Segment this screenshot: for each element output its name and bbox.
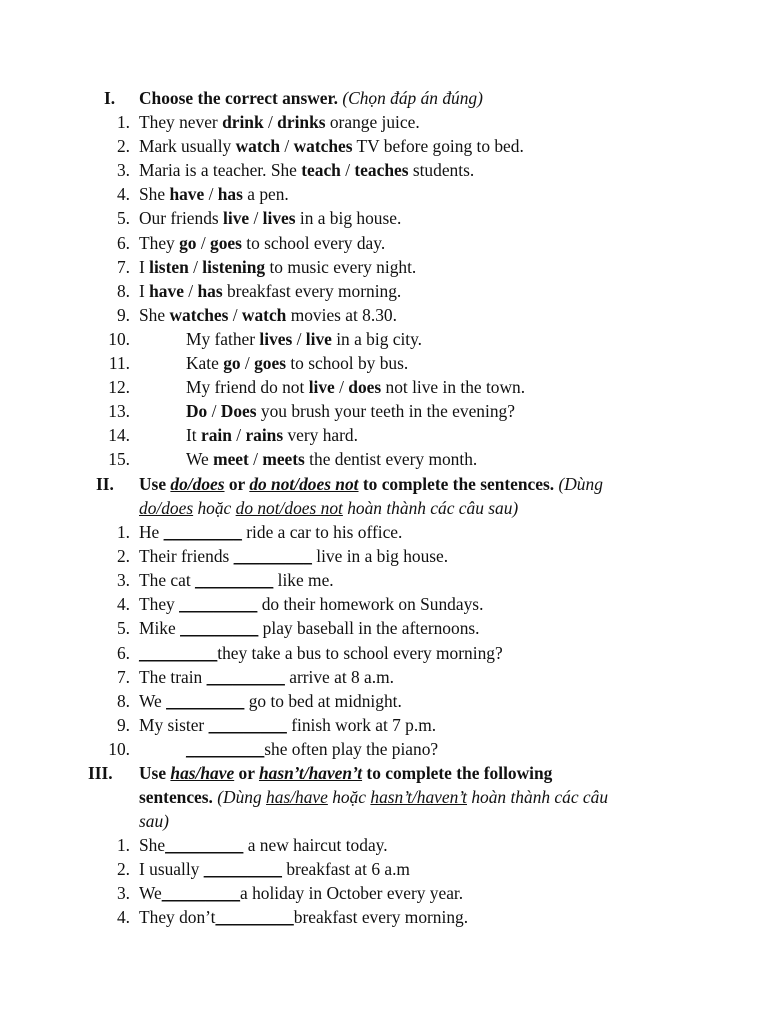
question-item [139, 667, 394, 687]
sentence-text: you brush your teeth in the evening? [256, 401, 515, 421]
sentence-text-after: do their homework on Sundays. [257, 594, 484, 614]
answer-option: watch [235, 136, 281, 156]
section-3-title-use: Use [139, 763, 171, 783]
sentence-text: / [334, 377, 349, 397]
section-1-subtitle: (Chọn đáp án đúng) [342, 88, 483, 108]
answer-option: go [179, 233, 197, 253]
question-item [139, 136, 524, 156]
question-item [139, 570, 334, 590]
answer-option: teach [301, 160, 341, 180]
section-2-title-dodoes: do/does [170, 474, 225, 494]
section-2-sub-hoac: hoặc [193, 498, 236, 518]
answer-option: Do [186, 401, 208, 421]
section-1-heading [139, 88, 483, 108]
sentence-text-before: They don’t [139, 907, 216, 927]
question-item [186, 377, 525, 397]
question-item [139, 715, 436, 735]
answer-blank: _________ [206, 667, 285, 687]
sentence-text-before: Their friends [139, 546, 234, 566]
question-item [186, 739, 438, 759]
item-number: 2. [116, 136, 130, 156]
item-number: 4. [116, 907, 130, 927]
sentence-text-before: The cat [139, 570, 196, 590]
sentence-text: / [249, 208, 263, 228]
question-item [139, 691, 402, 711]
sentence-text-after: they take a bus to school every morning? [217, 643, 503, 663]
sentence-text: / [183, 281, 198, 301]
section-3-heading [139, 763, 552, 783]
section-2-heading [139, 474, 603, 494]
item-number: 5. [116, 208, 130, 228]
question-item [139, 835, 388, 855]
sentence-text: to school every day. [241, 233, 386, 253]
sentence-text: very hard. [283, 425, 358, 445]
sentence-text-after: breakfast at 6 a.m [282, 859, 410, 879]
section-3-line2-rest: hoàn thành các câu [467, 787, 609, 807]
sentence-text-after: a new haircut today. [243, 835, 388, 855]
sentence-text: Our friends [139, 208, 224, 228]
item-number: 4. [116, 594, 130, 614]
answer-option: meet [213, 449, 249, 469]
sentence-text: My friend do not [186, 377, 309, 397]
sentence-text: They [139, 233, 180, 253]
sentence-text-before: We [139, 691, 167, 711]
sentence-text: / [340, 160, 355, 180]
item-number: 5. [116, 618, 130, 638]
sentence-text: I [139, 281, 150, 301]
sentence-text-after: a holiday in October every year. [240, 883, 464, 903]
item-number: 9. [116, 715, 130, 735]
answer-option: Does [220, 401, 257, 421]
sentence-text: in a big house. [295, 208, 402, 228]
question-item [139, 618, 480, 638]
answer-option: live [223, 208, 250, 228]
sentence-text: Maria is a teacher. She [139, 160, 302, 180]
answer-blank: _________ [163, 522, 242, 542]
sentence-text: / [248, 449, 263, 469]
question-item [139, 233, 385, 253]
sentence-text-before: Mike [139, 618, 181, 638]
answer-blank: _________ [215, 907, 294, 927]
section-2-number: II. [96, 474, 114, 494]
sentence-text: I [139, 257, 150, 277]
answer-option: live [305, 329, 332, 349]
sentence-text-after: breakfast every morning. [293, 907, 469, 927]
answer-option: watch [241, 305, 287, 325]
section-3-title-has: has/have [170, 763, 235, 783]
item-number: 1. [116, 835, 130, 855]
sentence-text: / [204, 184, 218, 204]
section-3-heading-line-3: sau) [139, 811, 169, 831]
section-3-line2-open: (Dùng [212, 787, 267, 807]
question-item [139, 883, 463, 903]
question-item [139, 546, 448, 566]
section-3-title-hasnt: hasn’t/haven’t [258, 763, 363, 783]
answer-option: rains [245, 425, 284, 445]
section-3-line2-hoac: hoặc [327, 787, 371, 807]
answer-option: go [223, 353, 241, 373]
item-number: 4. [116, 184, 130, 204]
item-number: 7. [116, 257, 130, 277]
answer-blank: _________ [208, 715, 287, 735]
section-2-sub-rest: hoàn thành các câu sau) [342, 498, 519, 518]
section-2-sub-donot: do not/does not [235, 498, 343, 518]
question-item [139, 281, 401, 301]
sentence-text: to school by bus. [286, 353, 409, 373]
sentence-text: Kate [186, 353, 224, 373]
question-item [139, 160, 474, 180]
sentence-text: in a big city. [331, 329, 423, 349]
sentence-text: breakfast every morning. [222, 281, 402, 301]
question-item [139, 305, 397, 325]
question-item [186, 425, 358, 445]
item-number: 13. [108, 401, 130, 421]
question-item [139, 907, 468, 927]
question-item [139, 643, 503, 663]
question-item [139, 257, 416, 277]
section-1-number: I. [104, 88, 116, 108]
answer-option: teaches [354, 160, 409, 180]
answer-option: has [197, 281, 223, 301]
sentence-text: / [207, 401, 221, 421]
answer-option: does [348, 377, 382, 397]
item-number: 7. [116, 667, 130, 687]
sentence-text-after: play baseball in the afternoons. [258, 618, 480, 638]
sentence-text: She [139, 305, 170, 325]
section-3-title-or: or [234, 763, 259, 783]
item-number: 8. [116, 281, 130, 301]
answer-option: has [217, 184, 243, 204]
item-number: 6. [116, 233, 130, 253]
sentence-text: / [196, 233, 211, 253]
sentence-text: They never [139, 112, 223, 132]
sentence-text: / [280, 136, 294, 156]
section-2-sub-dodoes: do/does [139, 498, 194, 518]
answer-blank: _________ [203, 859, 282, 879]
question-item [139, 208, 401, 228]
question-item [139, 112, 420, 132]
item-number: 2. [116, 859, 130, 879]
item-number: 1. [116, 522, 130, 542]
section-1-title: Choose the correct answer. [139, 88, 338, 108]
answer-option: listening [202, 257, 266, 277]
sentence-text: / [292, 329, 306, 349]
question-item [186, 329, 422, 349]
question-item [139, 859, 410, 879]
section-3-line2-hasnt: hasn’t/haven’t [370, 787, 467, 807]
answer-blank: _________ [186, 739, 265, 759]
section-2-title-rest: to complete the sentences. [358, 474, 555, 494]
item-number: 10. [108, 329, 130, 349]
item-number: 14. [108, 425, 130, 445]
sentence-text: My father [186, 329, 260, 349]
sentence-text: / [231, 425, 246, 445]
answer-option: drinks [277, 112, 326, 132]
question-item [139, 522, 402, 542]
item-number: 12. [108, 377, 130, 397]
answer-option: watches [293, 136, 353, 156]
sentence-text-before: I usually [139, 859, 204, 879]
sentence-text: Mark usually [139, 136, 236, 156]
answer-option: drink [222, 112, 264, 132]
sentence-text: TV before going to bed. [352, 136, 524, 156]
sentence-text-before: The train [139, 667, 207, 687]
answer-option: lives [259, 329, 293, 349]
section-3-line2-bold: sentences. [139, 787, 213, 807]
sentence-text: We [186, 449, 214, 469]
item-number: 1. [116, 112, 130, 132]
answer-blank: _________ [165, 835, 244, 855]
item-number: 11. [108, 353, 130, 373]
sentence-text-before: My sister [139, 715, 209, 735]
sentence-text-before: He [139, 522, 164, 542]
section-3-number: III. [88, 763, 113, 783]
section-2-title-or: or [224, 474, 250, 494]
answer-option: goes [210, 233, 242, 253]
sentence-text: a pen. [242, 184, 289, 204]
answer-option: goes [254, 353, 286, 373]
sentence-text-before: We [139, 883, 162, 903]
question-item [186, 449, 477, 469]
sentence-text-after: like me. [273, 570, 334, 590]
answer-option: lives [262, 208, 296, 228]
sentence-text: / [228, 305, 242, 325]
answer-option: rain [200, 425, 232, 445]
sentence-text: She [139, 184, 170, 204]
item-number: 9. [116, 305, 130, 325]
question-item [186, 401, 515, 421]
sentence-text-before: They [139, 594, 180, 614]
sentence-text: the dentist every month. [304, 449, 478, 469]
item-number: 8. [116, 691, 130, 711]
sentence-text-after: finish work at 7 p.m. [286, 715, 437, 735]
answer-option: meets [262, 449, 305, 469]
answer-option: listen [149, 257, 189, 277]
sentence-text-after: go to bed at midnight. [244, 691, 402, 711]
question-item [139, 594, 483, 614]
answer-option: have [149, 281, 184, 301]
answer-option: have [169, 184, 205, 204]
sentence-text: students. [408, 160, 475, 180]
item-number: 10. [108, 739, 130, 759]
section-3-line2-has: has/have [266, 787, 328, 807]
item-number: 2. [116, 546, 130, 566]
item-number: 3. [116, 570, 130, 590]
answer-blank: _________ [195, 570, 274, 590]
item-number: 6. [116, 643, 130, 663]
answer-option: live [308, 377, 335, 397]
sentence-text-after: she often play the piano? [264, 739, 439, 759]
sentence-text: / [188, 257, 203, 277]
answer-blank: _________ [180, 618, 259, 638]
sentence-text: to music every night. [265, 257, 417, 277]
sentence-text-after: ride a car to his office. [241, 522, 403, 542]
section-2-subtitle-open: (Dùng [554, 474, 603, 494]
question-item [186, 353, 408, 373]
answer-blank: _________ [139, 643, 218, 663]
sentence-text-after: arrive at 8 a.m. [284, 667, 394, 687]
section-3-title-rest: to complete the following [362, 763, 553, 783]
sentence-text-after: live in a big house. [311, 546, 449, 566]
item-number: 15. [108, 449, 130, 469]
sentence-text: orange juice. [325, 112, 420, 132]
question-item [139, 184, 289, 204]
section-2-title-use: Use [139, 474, 171, 494]
section-2-heading-line-2 [139, 498, 518, 518]
sentence-text: / [263, 112, 278, 132]
answer-blank: _________ [233, 546, 312, 566]
sentence-text: not live in the town. [381, 377, 526, 397]
section-3-heading-line-2 [139, 787, 608, 807]
sentence-text: movies at 8.30. [286, 305, 397, 325]
section-2-title-donot: do not/does not [249, 474, 359, 494]
answer-blank: _________ [179, 594, 258, 614]
answer-option: watches [169, 305, 229, 325]
sentence-text: / [240, 353, 255, 373]
sentence-text-before: She [139, 835, 166, 855]
sentence-text: It [186, 425, 201, 445]
answer-blank: _________ [161, 883, 241, 903]
item-number: 3. [116, 883, 130, 903]
item-number: 3. [116, 160, 130, 180]
answer-blank: _________ [166, 691, 245, 711]
